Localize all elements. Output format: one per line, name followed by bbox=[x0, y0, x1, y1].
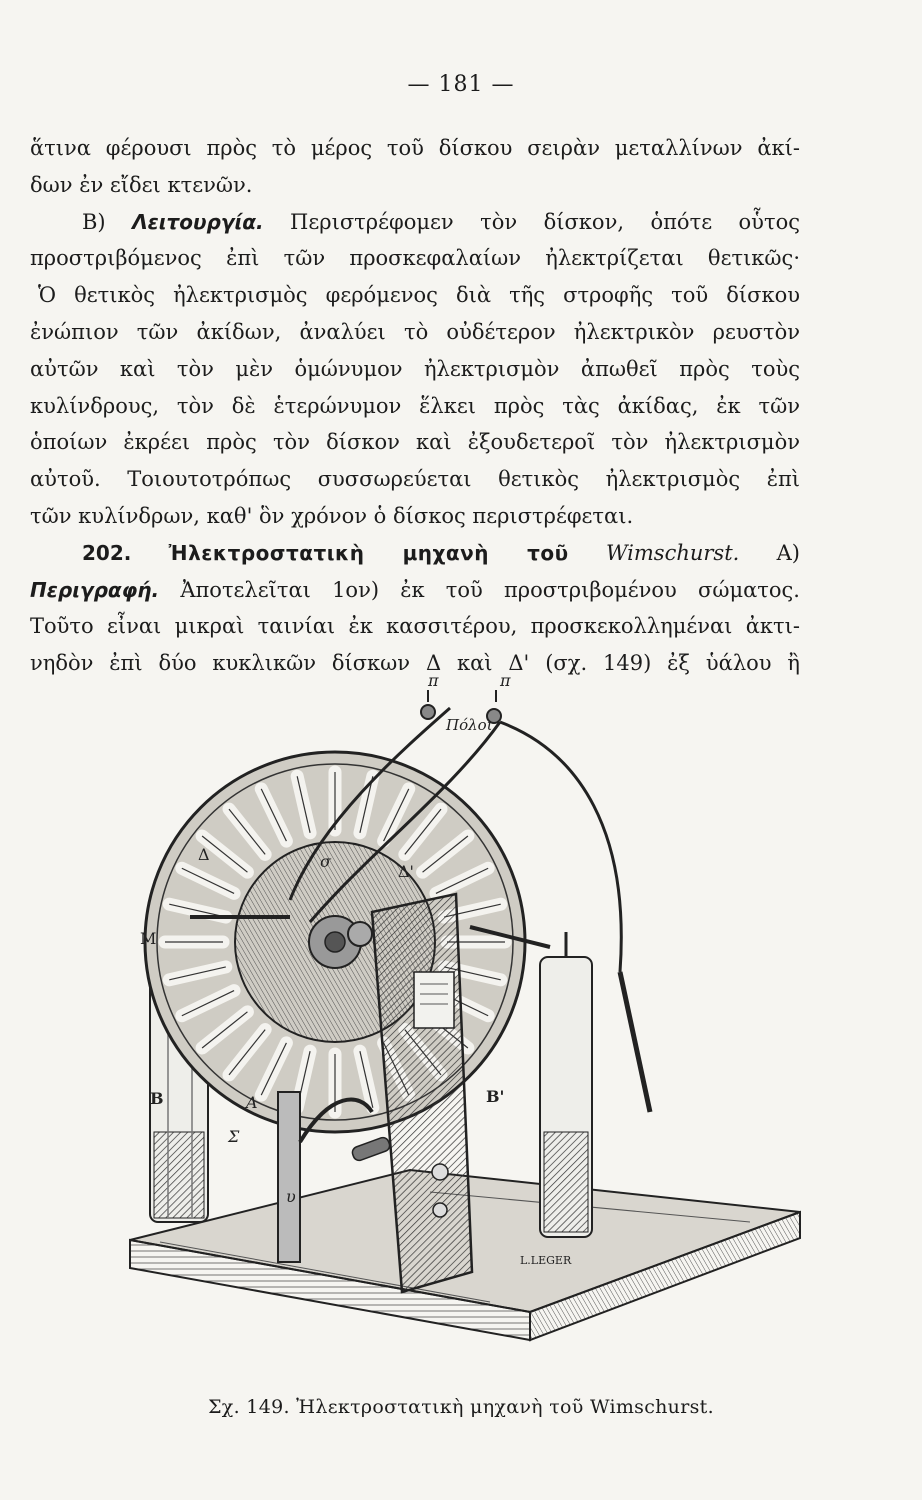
label-pi-right: π bbox=[500, 672, 511, 690]
text-line-13 bbox=[30, 572, 800, 609]
text-line-7: αὐτῶν καὶ τὸν μὲν ὁμώνυμον ἠλεκτρισμὸν ἀπωθεῖ πρὸς τοὺς bbox=[30, 356, 800, 381]
text-line-15: νηδὸν ἐπὶ δύο κυκλικῶν δίσκων Δ καὶ Δ' (σχ. 149) ἐξ ὑάλου ἢ bbox=[30, 651, 800, 676]
section-number: 202. bbox=[82, 540, 132, 565]
label-upsilon: υ bbox=[286, 1187, 296, 1206]
text-line-4: προστριβόμενος ἐπὶ τῶν προσκεφαλαίων ἠλεκτρίζεται θετικῶς· bbox=[30, 246, 800, 271]
figure-caption: Σχ. 149. Ἠλεκτροστατικὴ μηχανὴ τοῦ Wimschurst. bbox=[208, 1396, 714, 1418]
text-line-3 bbox=[30, 204, 800, 241]
page-number: — 181 — bbox=[407, 72, 515, 97]
text-line-10: αὐτοῦ. Τοιουτοτρόπως συσσωρεύεται θετικὸς ἠλεκτρισμὸς ἐπὶ bbox=[30, 467, 800, 492]
label-m: Μ bbox=[140, 929, 157, 948]
label-delta: Δ bbox=[198, 845, 210, 864]
text-line-3-rest: Περιστρέφομεν τὸν δίσκον, ὁπότε οὗτος bbox=[290, 209, 800, 234]
label-sigma-lower: Σ bbox=[228, 1127, 240, 1146]
text-line-11: τῶν κυλίνδρων, καθ' ὃν χρόνον ὁ δίσκος περιστρέφεται. bbox=[30, 503, 634, 528]
figure-wimshurst-machine bbox=[110, 672, 810, 1352]
text-line-9: ὁποίων ἐκρέει πρὸς τὸν δίσκον καὶ ἐξουδετεροῖ τὸν ἠλεκτρισμὸν bbox=[30, 430, 800, 455]
text-line-2: δων ἐν εἴδει κτενῶν. bbox=[30, 172, 253, 197]
section-heading bbox=[30, 535, 800, 572]
section-title-name: Wimschurst. bbox=[605, 540, 740, 565]
subsection-heading-operation: Λειτουργία. bbox=[132, 209, 264, 234]
section-subitem: Α) bbox=[776, 540, 800, 565]
text-line-5: Ὁ θετικὸς ἠλεκτρισμὸς φερόμενος διὰ τῆς στροφῆς τοῦ δίσκου bbox=[38, 283, 800, 308]
label-pi-left: π bbox=[428, 672, 439, 690]
text-line-13-rest: Ἀποτελεῖται 1ον) ἐκ τοῦ προστριβομένου σώματος. bbox=[180, 577, 800, 602]
subsection-letter: Β) bbox=[82, 209, 106, 234]
section-title: Ἠλεκτροστατικὴ μηχανὴ τοῦ bbox=[168, 540, 569, 565]
label-sigma: σ bbox=[320, 852, 331, 871]
text-line-8: κυλίνδρους, τὸν δὲ ἑτερώνυμον ἕλκει πρὸς τὰς ἀκίδας, ἐκ τῶν bbox=[30, 393, 800, 418]
label-b-prime: Β' bbox=[486, 1087, 505, 1106]
text-line-6: ἐνώπιον τῶν ἀκίδων, ἀναλύει τὸ οὐδέτερον ἠλεκτρικὸν ρευστὸν bbox=[30, 319, 800, 344]
label-a: Α bbox=[246, 1093, 258, 1112]
label-b: Β bbox=[150, 1089, 164, 1108]
body-text bbox=[30, 130, 800, 682]
label-delta-prime: Δ' bbox=[398, 862, 414, 881]
label-poloi: Πόλοι bbox=[446, 716, 493, 734]
subsection-heading-description: Περιγραφή. bbox=[30, 577, 160, 602]
engraver-signature: L.LEGER bbox=[520, 1254, 572, 1267]
text-line-14: Τοῦτο εἶναι μικραὶ ταινίαι ἐκ κασσιτέρου, προσκεκολλημέναι ἀκτι- bbox=[30, 614, 800, 639]
glass-disk bbox=[145, 752, 525, 1132]
text-line-1: ἅτινα φέρουσι πρὸς τὸ μέρος τοῦ δίσκου σειρὰν μεταλλίνων ἀκί- bbox=[30, 136, 800, 160]
leyden-jar-right bbox=[540, 932, 592, 1237]
support-post-left bbox=[278, 1092, 300, 1262]
